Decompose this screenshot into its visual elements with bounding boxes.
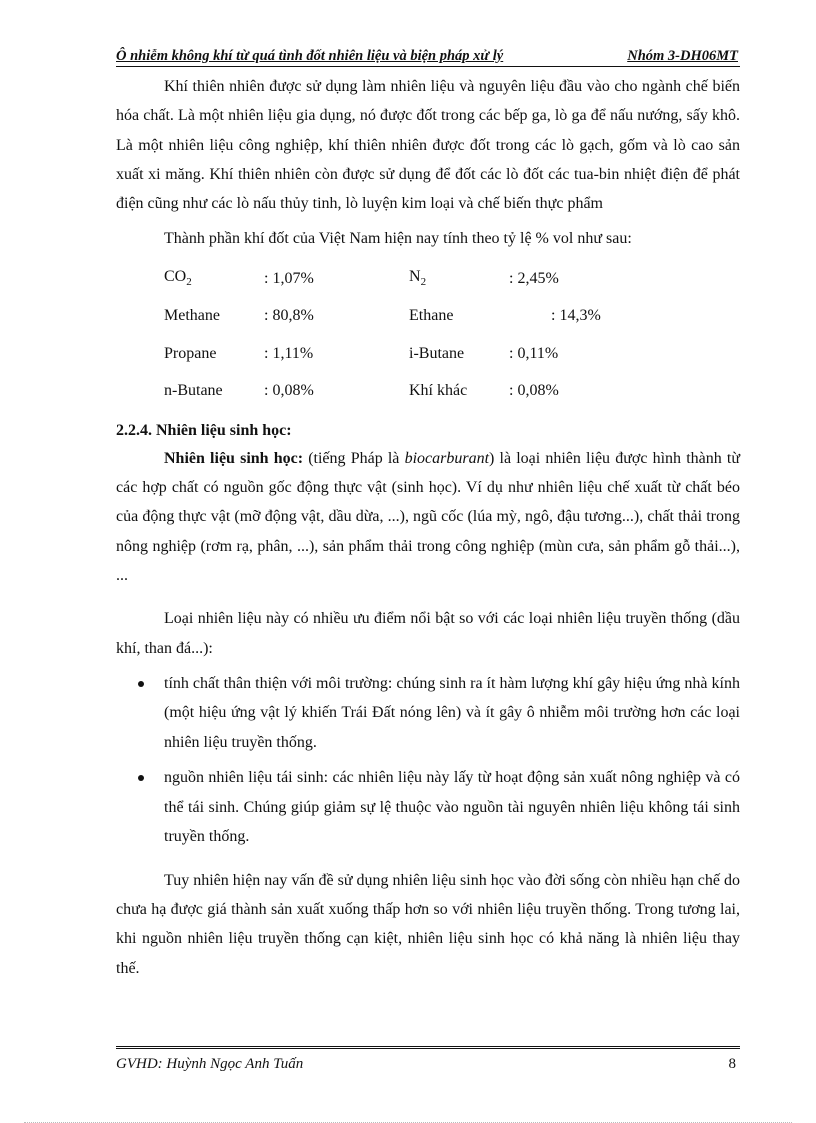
footer-rule <box>116 1046 740 1049</box>
component-value: : 0,08% <box>264 382 314 400</box>
gas-composition-table <box>164 260 629 410</box>
section-heading-biofuel: 2.2.4. Nhiên liệu sinh học: <box>116 421 292 439</box>
bullet-text: tính chất thân thiện với môi trường: chúng sinh ra ít hàm lượng khí gây hiệu ứng nhà kính (một hiệu ứng vật lý khiến Trái Đất nóng lên) và ít gây ô nhiễm môi trường hơn các loại nhiên liệu truyền thống. <box>164 674 740 751</box>
bullet-icon <box>138 681 144 687</box>
biofuel-term: Nhiên liệu sinh học: <box>164 449 304 467</box>
component-name: n-Butane <box>164 382 223 400</box>
table-row <box>164 335 629 373</box>
table-row <box>164 260 629 298</box>
page-number: 8 <box>728 1056 736 1072</box>
component-value: : 80,8% <box>264 307 314 325</box>
paragraph-biofuel-definition: Nhiên liệu sinh học: (tiếng Pháp là biocarburant) là loại nhiên liệu được hình thành từ các hợp chất có nguồn gốc động thực vật (sinh học). Ví dụ như nhiên liệu chế xuất từ chất béo của động thực vật (mỡ động vật, dầu dừa, ...), ngũ cốc (lúa mỳ, ngô, đậu tương...), chất thải trong nông nghiệp (rơm rạ, phân, ...), sản phẩm thải trong công nghiệp (mùn cưa, sản phẩm gỗ thải...), ... <box>116 449 741 584</box>
table-row <box>164 372 629 410</box>
bullet-text: nguồn nhiên liệu tái sinh: các nhiên liệu này lấy từ hoạt động sản xuất nông nghiệp và có thể tái sinh. Chúng giúp giảm sự lệ thuộc vào nguồn tài nguyên nhiên liệu không tái sinh truyền thống. <box>164 769 740 846</box>
paragraph-conclusion: Tuy nhiên hiện nay vấn đề sử dụng nhiên liệu sinh học vào đời sống còn nhiều hạn chế do chưa hạ được giá thành sản xuất xuống thấp hơn so với nhiên liệu truyền thống. Trong tương lai, khi nguồn nhiên liệu truyền thống cạn kiệt, nhiên liệu sinh học có khả năng là nhiên liệu thay thế. <box>116 871 741 977</box>
page-body <box>116 72 740 983</box>
header-group: Nhóm 3-DH06MT <box>627 48 738 64</box>
page-header <box>116 46 740 66</box>
component-name: Methane <box>164 307 220 325</box>
composition-intro: Thành phần khí đốt của Việt Nam hiện nay tính theo tỷ lệ % vol như sau: <box>164 230 632 248</box>
bullet-icon <box>138 775 144 781</box>
paragraph-natural-gas-uses: Khí thiên nhiên được sử dụng làm nhiên liệu và nguyên liệu đầu vào cho ngành chế biến hóa chất. Là một nhiên liệu gia dụng, nó được đốt trong các bếp ga, lò ga để nấu nướng, sấy khô. Là một nhiên liệu công nghiệp, khí thiên nhiên được đốt trong các lò gạch, gốm và lò cao sản xuất xi măng. Khí thiên nhiên còn được sử dụng để đốt các lò đốt các tua-bin nhiệt điện để phát điện cũng như các lò nấu thủy tinh, lò luyện kim loại và chế biến thực phẩm <box>116 78 740 213</box>
component-name: Propane <box>164 344 217 362</box>
component-value: : 1,07% <box>264 269 314 287</box>
component-name: Khí khác <box>409 382 468 400</box>
component-value: : 0,08% <box>509 382 559 400</box>
footer-author: GVHD: Huỳnh Ngọc Anh Tuấn <box>116 1056 304 1072</box>
biofuel-french-term: biocarburant <box>404 449 490 467</box>
component-value: : 0,11% <box>509 344 559 362</box>
component-name: $CO_2$ <box>164 268 192 289</box>
component-name: i-Butane <box>409 344 465 362</box>
header-rule <box>116 66 740 67</box>
page-footer <box>116 1056 740 1078</box>
component-name: Ethane <box>409 307 454 325</box>
component-value: : 14,3% <box>551 307 601 325</box>
paragraph-advantages-intro: Loại nhiên liệu này có nhiều ưu điểm nổi bật so với các loại nhiên liệu truyền thống (dầu khí, than đá...): <box>116 610 740 657</box>
component-value: : 1,11% <box>264 344 314 362</box>
component-value: : 2,45% <box>509 269 559 287</box>
list-item <box>116 669 740 758</box>
component-name: $N_2$ <box>409 268 427 289</box>
header-title: Ô nhiễm không khí từ quá tình đốt nhiên liệu và biện pháp xử lý <box>116 48 504 64</box>
table-row <box>164 297 629 335</box>
list-item <box>116 763 740 852</box>
